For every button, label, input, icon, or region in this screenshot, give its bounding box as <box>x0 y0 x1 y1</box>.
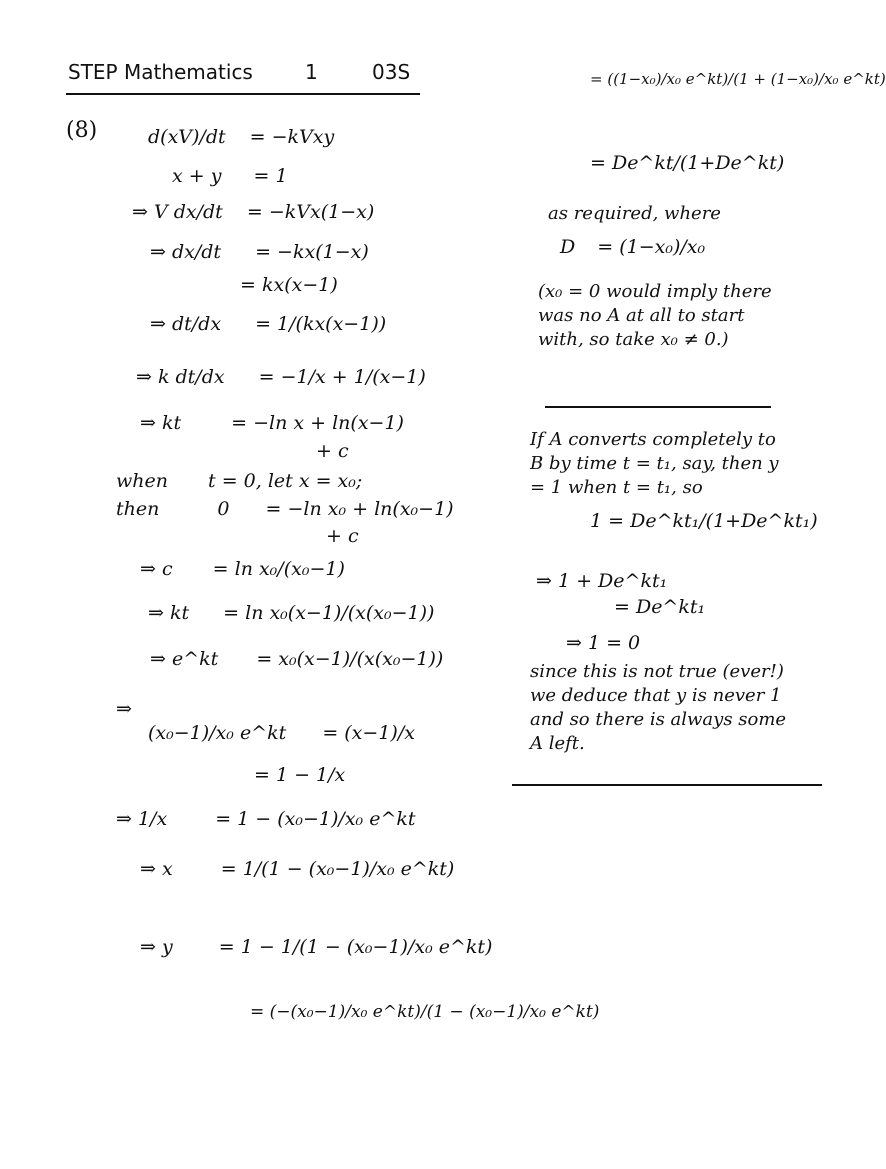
l10-word: then <box>116 498 160 520</box>
r8-rhs: ⇒ 1 + De^kt₁ <box>536 570 668 592</box>
left-line-8 <box>140 414 404 433</box>
l4-rhs: = −kx(1−x) <box>255 241 369 263</box>
l1-lhs: d(xV)/dt <box>148 126 226 148</box>
header-year: 03S <box>372 60 411 84</box>
question-number: (8) <box>66 118 98 143</box>
left-line-8-cont: + c <box>316 440 349 462</box>
l7-lead: ⇒ k dt/dx <box>136 366 225 388</box>
l9-rhs: t = 0, let x = x₀; <box>208 470 363 492</box>
r1-rhs: = ((1−x₀)/x₀ e^kt)/(1 + (1−x₀)/x₀ e^kt) <box>590 70 886 88</box>
left-line-9 <box>116 472 362 491</box>
left-line-16 <box>116 810 416 829</box>
r7-rhs: 1 = De^kt₁/(1+De^kt₁) <box>590 510 818 532</box>
l9-word: when <box>116 470 168 492</box>
right-line-10 <box>566 634 640 653</box>
l12-lead: ⇒ kt <box>148 602 190 624</box>
right-line-5: (x₀ = 0 would imply there was no A at all to start with, so take x₀ ≠ 0.) <box>538 281 772 350</box>
right-line-2 <box>590 154 784 173</box>
left-line-7 <box>136 368 426 387</box>
right-rule-2 <box>512 784 822 786</box>
l14-rhs: = (x−1)/x <box>322 722 415 744</box>
left-line-14-lead: ⇒ <box>116 698 132 720</box>
l11-rhs: = ln x₀/(x₀−1) <box>212 558 345 580</box>
l18-lead: ⇒ y <box>140 936 173 958</box>
l6-lead: ⇒ dt/dx <box>150 313 222 335</box>
left-line-10-cont: + c <box>326 525 359 547</box>
right-line-11: since this is not true (ever!) we deduce that y is never 1 and so there is always some A left. <box>530 661 787 754</box>
l10-rhs: = −ln x₀ + ln(x₀−1) <box>265 498 454 520</box>
right-line-3: as required, where <box>548 203 721 224</box>
l16-lead: ⇒ 1/x <box>116 808 168 830</box>
left-line-14 <box>148 724 415 743</box>
left-line-3 <box>132 203 374 222</box>
right-rule-1 <box>545 406 771 408</box>
left-line-1 <box>148 128 334 147</box>
left-line-11 <box>140 560 345 579</box>
right-line-1 <box>590 72 886 87</box>
l14-lhs: (x₀−1)/x₀ e^kt <box>148 722 287 744</box>
r10-rhs: ⇒ 1 = 0 <box>566 632 641 654</box>
r4-lhs: D <box>560 236 576 258</box>
l7-rhs: = −1/x + 1/(x−1) <box>258 366 426 388</box>
l13-lead: ⇒ e^kt <box>150 648 219 670</box>
left-line-4 <box>150 243 369 262</box>
l17-lead: ⇒ x <box>140 858 173 880</box>
l17-rhs: = 1/(1 − (x₀−1)/x₀ e^kt) <box>220 858 455 880</box>
l5-rhs: = kx(x−1) <box>240 274 338 296</box>
r2-rhs: = De^kt/(1+De^kt) <box>590 152 785 174</box>
right-line-4 <box>560 238 705 257</box>
left-line-12 <box>148 604 434 623</box>
right-line-8 <box>536 572 667 591</box>
l15-rhs: = 1 − 1/x <box>254 764 346 786</box>
header-title: STEP Mathematics <box>68 60 253 84</box>
l8-lead: ⇒ kt <box>140 412 182 434</box>
l12-rhs: = ln x₀(x−1)/(x(x₀−1)) <box>223 602 435 624</box>
left-line-2 <box>172 167 288 186</box>
l1-rhs: = −kVxy <box>249 126 335 148</box>
l3-lead: ⇒ V dx/dt <box>132 201 223 223</box>
left-line-19 <box>250 1004 599 1021</box>
left-line-13 <box>150 650 443 669</box>
right-line-9 <box>614 598 705 617</box>
l10-lhs: 0 <box>217 498 230 520</box>
l4-lead: ⇒ dx/dt <box>150 241 222 263</box>
l3-rhs: = −kVx(1−x) <box>246 201 375 223</box>
r4-rhs: = (1−x₀)/x₀ <box>597 236 706 258</box>
l6-rhs: = 1/(kx(x−1)) <box>255 313 387 335</box>
header-rule <box>66 93 420 95</box>
left-line-6 <box>150 315 386 334</box>
l2-rhs: = 1 <box>253 165 288 187</box>
left-line-5 <box>240 276 338 295</box>
l11-lead: ⇒ c <box>140 558 173 580</box>
l16-rhs: = 1 − (x₀−1)/x₀ e^kt <box>215 808 416 830</box>
right-line-6: If A converts completely to B by time t = t₁, say, then y = 1 when t = t₁, so <box>530 429 779 498</box>
right-line-7 <box>590 512 818 531</box>
l2-lhs: x + y <box>172 165 222 187</box>
header-paper: 1 <box>305 60 318 84</box>
left-line-17 <box>140 860 454 879</box>
l8-rhs: = −ln x + ln(x−1) <box>231 412 404 434</box>
left-line-10 <box>116 500 454 519</box>
left-line-18 <box>140 938 492 957</box>
l19-rhs: = (−(x₀−1)/x₀ e^kt)/(1 − (x₀−1)/x₀ e^kt) <box>250 1002 600 1022</box>
l18-rhs: = 1 − 1/(1 − (x₀−1)/x₀ e^kt) <box>218 936 493 958</box>
r9-rhs: = De^kt₁ <box>614 596 706 618</box>
l13-rhs: = x₀(x−1)/(x(x₀−1)) <box>256 648 444 670</box>
left-line-15 <box>254 766 345 785</box>
